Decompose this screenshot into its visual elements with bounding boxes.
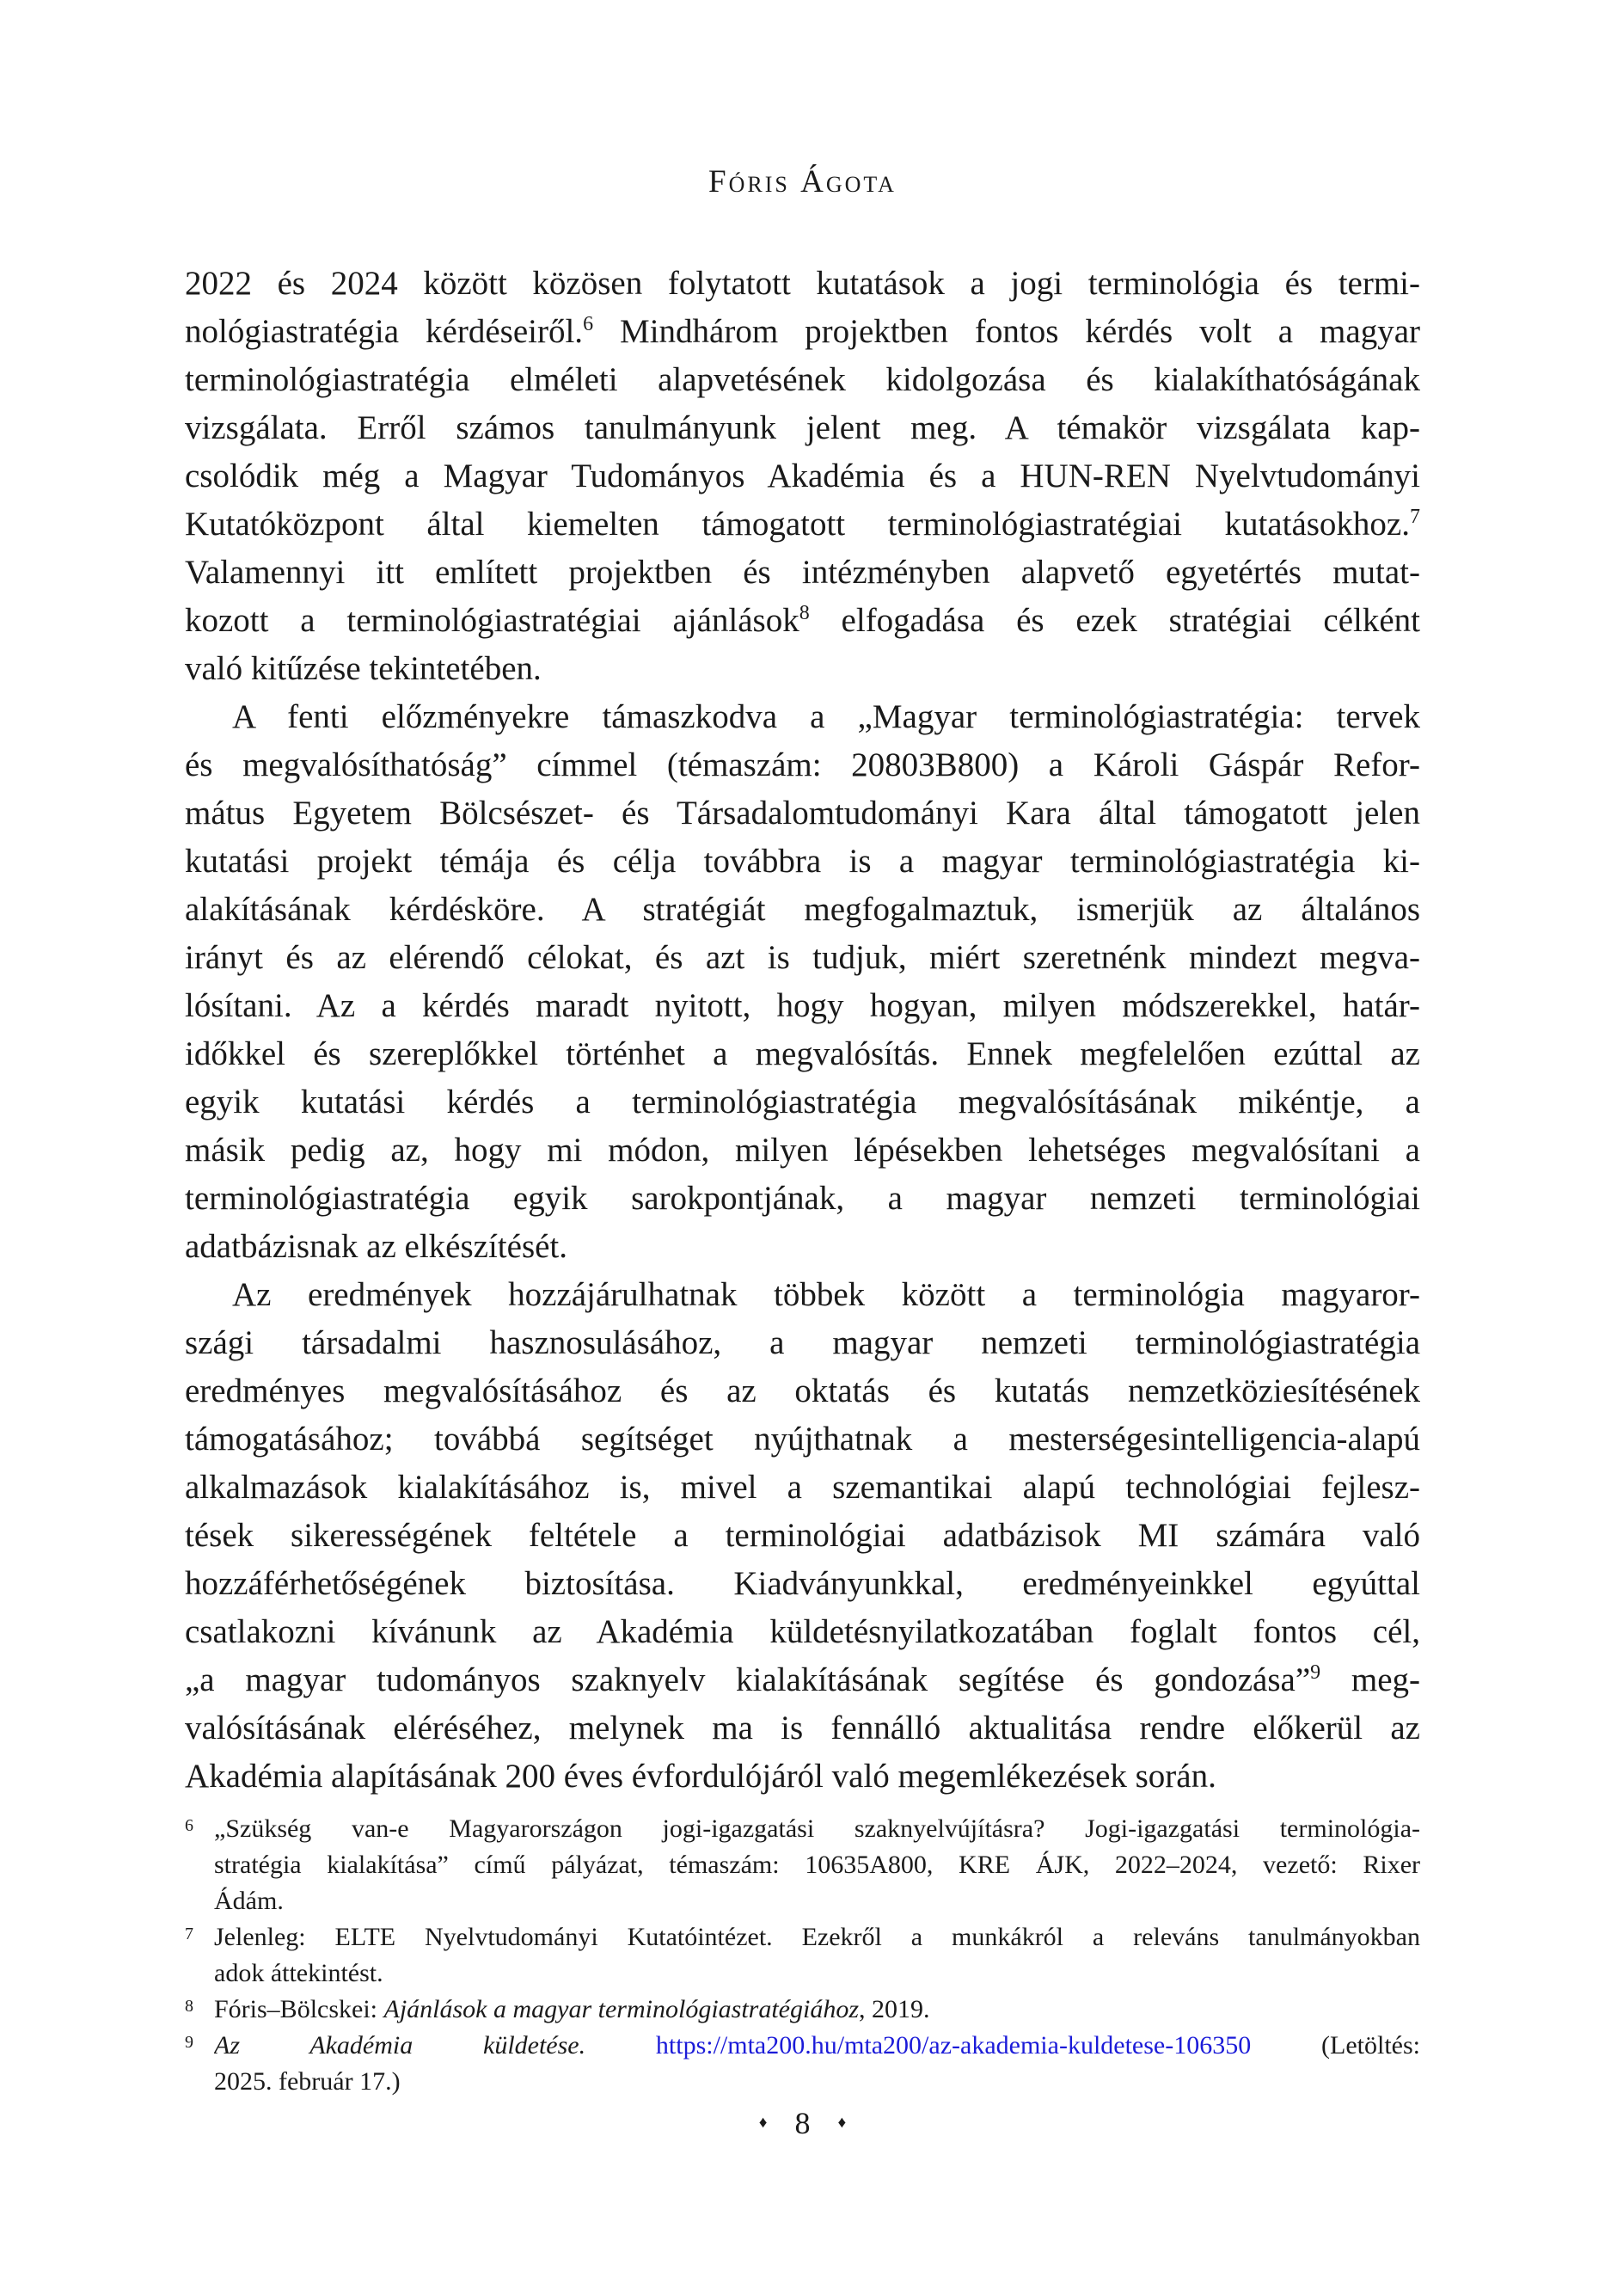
- body-line: lósítani. Az a kérdés maradt nyitott, hogy hogyan, milyen módszerekkel, határ-: [185, 987, 1420, 1024]
- body-line: terminológiastratégia egyik sarokpontjának, a magyar nemzeti terminológiai: [185, 1180, 1420, 1217]
- body-line: hozzáférhetőségének biztosítása. Kiadványunkkal, eredményeinkkel egyúttal: [185, 1565, 1420, 1602]
- footnote-line: [214, 1955, 1420, 1992]
- body-line: időkkel és szereplőkkel történhet a megvalósítás. Ennek megfelelően ezúttal az: [185, 1035, 1420, 1072]
- body-line: kozott a terminológiastratégiai ajánlások$^8$ elfogadása és ezek stratégiai célként: [185, 602, 1420, 639]
- footnote-text: [214, 1811, 1420, 1919]
- body-line: irányt és az elérendő célokat, és azt is tudjuk, miért szeretnénk mindezt megva-: [185, 939, 1420, 976]
- footnote-number: 9: [185, 2033, 193, 2052]
- body-line: és megvalósíthatóság” címmel (témaszám: 20803B800) a Károli Gáspár Refor-: [185, 746, 1420, 783]
- body-line: egyik kutatási kérdés a terminológiastratégia megvalósításának mikéntje, a: [185, 1084, 1420, 1120]
- body-line: kutatási projekt témája és célja továbbra is a magyar terminológiastratégia ki-: [185, 843, 1420, 880]
- footnote: [185, 2028, 1420, 2100]
- body-line: Valamennyi itt említett projektben és intézményben alapvető egyetértés mutat-: [185, 554, 1420, 591]
- footnote-number: 6: [185, 1816, 193, 1835]
- footnote-plain-text: Jelenleg: ELTE Nyelvtudományi Kutatóintézet. Ezekről a munkákról a releváns tanulmányokban: [214, 1923, 1420, 1951]
- footnote: [185, 1811, 1420, 1919]
- body-line: valósításának eléréséhez, melynek ma is fennálló aktualitása rendre előkerül az: [185, 1710, 1420, 1747]
- body-line: alkalmazások kialakításához is, mivel a szemantikai alapú technológiai fejlesz-: [185, 1469, 1420, 1506]
- body-line: mátus Egyetem Bölcsészet- és Társadalomtudományi Kara által támogatott jelen: [185, 795, 1420, 832]
- footnote-plain-text: 2025. február 17.): [214, 2067, 401, 2096]
- body-line: támogatásához; továbbá segítséget nyújthatnak a mesterségesintelligencia-alapú: [185, 1421, 1420, 1458]
- page-number-ornament-left-icon: ♦: [758, 2114, 768, 2132]
- footnote-number: 7: [185, 1925, 193, 1943]
- footnote-plain-text: Ádám.: [214, 1887, 284, 1915]
- footnote-plain-text: „Szükség van-e Magyarországon jogi-igazgatási szaknyelvújításra? Jogi-igazgatási terminológia-: [214, 1814, 1420, 1843]
- footnote: [185, 1992, 1420, 2028]
- footnotes: [185, 1811, 1420, 2100]
- footnote-plain-text: stratégia kialakítása” című pályázat, témaszám: 10635A800, KRE ÁJK, 2022–2024, vezető: Rixer: [214, 1851, 1420, 1879]
- body-line: csatlakozni kívánunk az Akadémia küldetésnyilatkozatában foglalt fontos cél,: [185, 1613, 1420, 1650]
- body-line: „a magyar tudományos szaknyelv kialakításának segítése és gondozása”$^9$ meg-: [185, 1661, 1420, 1698]
- body-line: csolódik még a Magyar Tudományos Akadémia és a HUN-REN Nyelvtudományi: [185, 457, 1420, 494]
- footnote-italic-text: Az Akadémia küldetése.: [214, 2031, 586, 2060]
- body-line: 2022 és 2024 között közösen folytatott kutatások a jogi terminológia és termi-: [185, 265, 1420, 302]
- footnote-plain-text: , 2019.: [859, 1995, 930, 2023]
- footnote-plain-text: [585, 2031, 656, 2060]
- footnote-line: [214, 1847, 1420, 1883]
- author-name: Fóris Ágota: [708, 164, 897, 200]
- body-line: tések sikerességének feltétele a terminológiai adatbázisok MI számára való: [185, 1517, 1420, 1554]
- footnote-link[interactable]: https://mta200.hu/mta200/az-akademia-kuldetese-106350: [655, 2031, 1252, 2060]
- footnote-ref: 8: [799, 602, 810, 624]
- footnote-plain-text: adok áttekintést.: [214, 1959, 383, 1987]
- page-footer: [0, 2105, 1605, 2141]
- body-line: vizsgálata. Erről számos tanulmányunk jelent meg. A témakör vizsgálata kap-: [185, 409, 1420, 446]
- body-line: Kutatóközpont által kiemelten támogatott terminológiastratégiai kutatásokhoz.$^7$: [185, 506, 1420, 543]
- footnote-ref: 7: [1410, 506, 1420, 528]
- body-text: [185, 260, 1420, 1801]
- page-number: 8: [794, 2106, 811, 2140]
- body-line: A fenti előzményekre támaszkodva a „Magyar terminológiastratégia: tervek: [232, 698, 1420, 735]
- footnote-line: [214, 1919, 1420, 1955]
- footnote-number: 8: [185, 1997, 193, 2016]
- running-header: [0, 163, 1605, 200]
- body-line: terminológiastratégia elméleti alapvetésének kidolgozása és kialakíthatóságának: [185, 361, 1420, 398]
- body-line: alakításának kérdésköre. A stratégiát megfogalmaztuk, ismerjük az általános: [185, 891, 1420, 928]
- page-number-ornament-right-icon: ♦: [837, 2114, 847, 2132]
- footnote-line: [214, 1811, 1420, 1847]
- body-line: nológiastratégia kérdéseiről.$^6$ Mindhárom projektben fontos kérdés volt a magyar: [185, 313, 1420, 350]
- footnote-line: [214, 1992, 1420, 2028]
- body-line: adatbázisnak az elkészítését.: [185, 1228, 568, 1265]
- paragraph: [185, 260, 1420, 693]
- footnote-text: [214, 2028, 1420, 2100]
- footnote-text: [214, 1992, 1420, 2028]
- footnote-plain-text: Fóris–Bölcskei:: [214, 1995, 384, 2023]
- footnote-ref: 9: [1310, 1661, 1321, 1684]
- footnote-line: [214, 1883, 1420, 1919]
- footnote: [185, 1919, 1420, 1992]
- footnote-plain-text: (Letöltés:: [1251, 2031, 1420, 2060]
- paragraph: [185, 1271, 1420, 1801]
- body-line: szági társadalmi hasznosulásához, a magyar nemzeti terminológiastratégia: [185, 1324, 1420, 1361]
- footnote-italic-text: Ajánlások a magyar terminológiastratégiához: [383, 1995, 859, 2023]
- body-line: Akadémia alapításának 200 éves évfordulójáról való megemlékezések során.: [185, 1758, 1216, 1795]
- footnote-ref: 6: [583, 313, 594, 335]
- body-line: Az eredmények hozzájárulhatnak többek között a terminológia magyaror-: [232, 1276, 1420, 1313]
- footnote-line: [214, 2064, 1420, 2100]
- paragraph: [185, 693, 1420, 1271]
- footnote-text: [214, 1919, 1420, 1992]
- body-line: másik pedig az, hogy mi módon, milyen lépésekben lehetséges megvalósítani a: [185, 1132, 1420, 1169]
- body-line: eredményes megvalósításához és az oktatás és kutatás nemzetköziesítésének: [185, 1372, 1420, 1409]
- body-line: való kitűzése tekintetében.: [185, 650, 542, 687]
- footnote-line: [214, 2028, 1420, 2064]
